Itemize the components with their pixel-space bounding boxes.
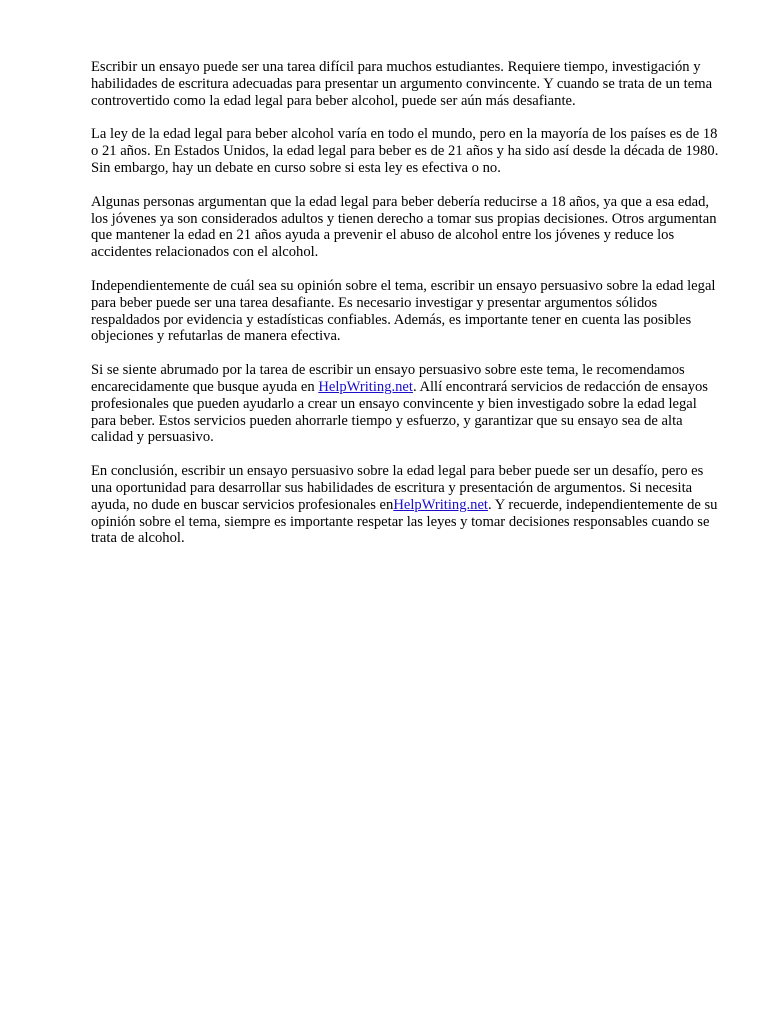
paragraph-law: La ley de la edad legal para beber alcohol varía en todo el mundo, pero en la mayoría de los países es de 18 o 21 años. En Estados Unidos, la edad legal para beber es de 21 años y ha sido así desde la década de 1980. Sin embargo, hay un debate en curso sobre si esta ley es efectiva o no. (91, 126, 719, 176)
paragraph-conclusion-text-after: . Y recuerde, independientemente de su opinión sobre el tema, siempre es importante respetar las leyes y tomar decisiones responsables cuando se trata de alcohol. (91, 496, 718, 547)
paragraph-conclusion (91, 463, 723, 547)
paragraph-opinion: Independientemente de cuál sea su opinión sobre el tema, escribir un ensayo persuasivo sobre la edad legal para beber puede ser una tarea desafiante. Es necesario investigar y presentar argumentos sólidos respaldados por evidencia y estadísticas confiables. Además, es importante tener en cuenta las posibles objeciones y refutarlas de manera efectiva. (91, 277, 716, 345)
paragraph-help (91, 362, 723, 446)
paragraph-intro: Escribir un ensayo puede ser una tarea difícil para muchos estudiantes. Requiere tiempo, investigación y habilidades de escritura adecuadas para presentar un argumento convincente. Y cuando se trata de un tema controvertido como la edad legal para beber alcohol, puede ser aún más desafiante. (91, 59, 713, 109)
helpwriting-link[interactable]: HelpWriting.net (318, 378, 413, 395)
helpwriting-link-conclusion[interactable]: HelpWriting.net (393, 496, 488, 513)
paragraph-arguments: Algunas personas argumentan que la edad legal para beber debería reducirse a 18 años, ya que a esa edad, los jóvenes ya son considerados adultos y tienen derecho a tomar sus propias decisiones. Otros argumentan que mantener la edad en 21 años ayuda a prevenir el abuso de alcohol entre los jóvenes y reduce los accidentes relacionados con el alcohol. (91, 193, 717, 261)
paragraph-help-text-before: Si se siente abrumado por la tarea de escribir un ensayo persuasivo sobre este tema, le recomendamos encarecidamente que busque ayuda en (91, 362, 685, 395)
document-page (91, 59, 723, 564)
paragraph-help-text-after: . Allí encontrará servicios de redacción de ensayos profesionales que pueden ayudarlo a crear un ensayo convincente y bien investigado sobre la edad legal para beber. Estos servicios pueden ahorrarle tiempo y esfuerzo, y garantizar que su ensayo sea de alta calidad y persuasivo. (91, 378, 708, 446)
paragraph-conclusion-text-before: En conclusión, escribir un ensayo persuasivo sobre la edad legal para beber puede ser un desafío, pero es una oportunidad para desarrollar sus habilidades de escritura y presentación de argumentos. Si necesita ayuda, no dude en buscar servicios profesionales en (91, 463, 704, 513)
